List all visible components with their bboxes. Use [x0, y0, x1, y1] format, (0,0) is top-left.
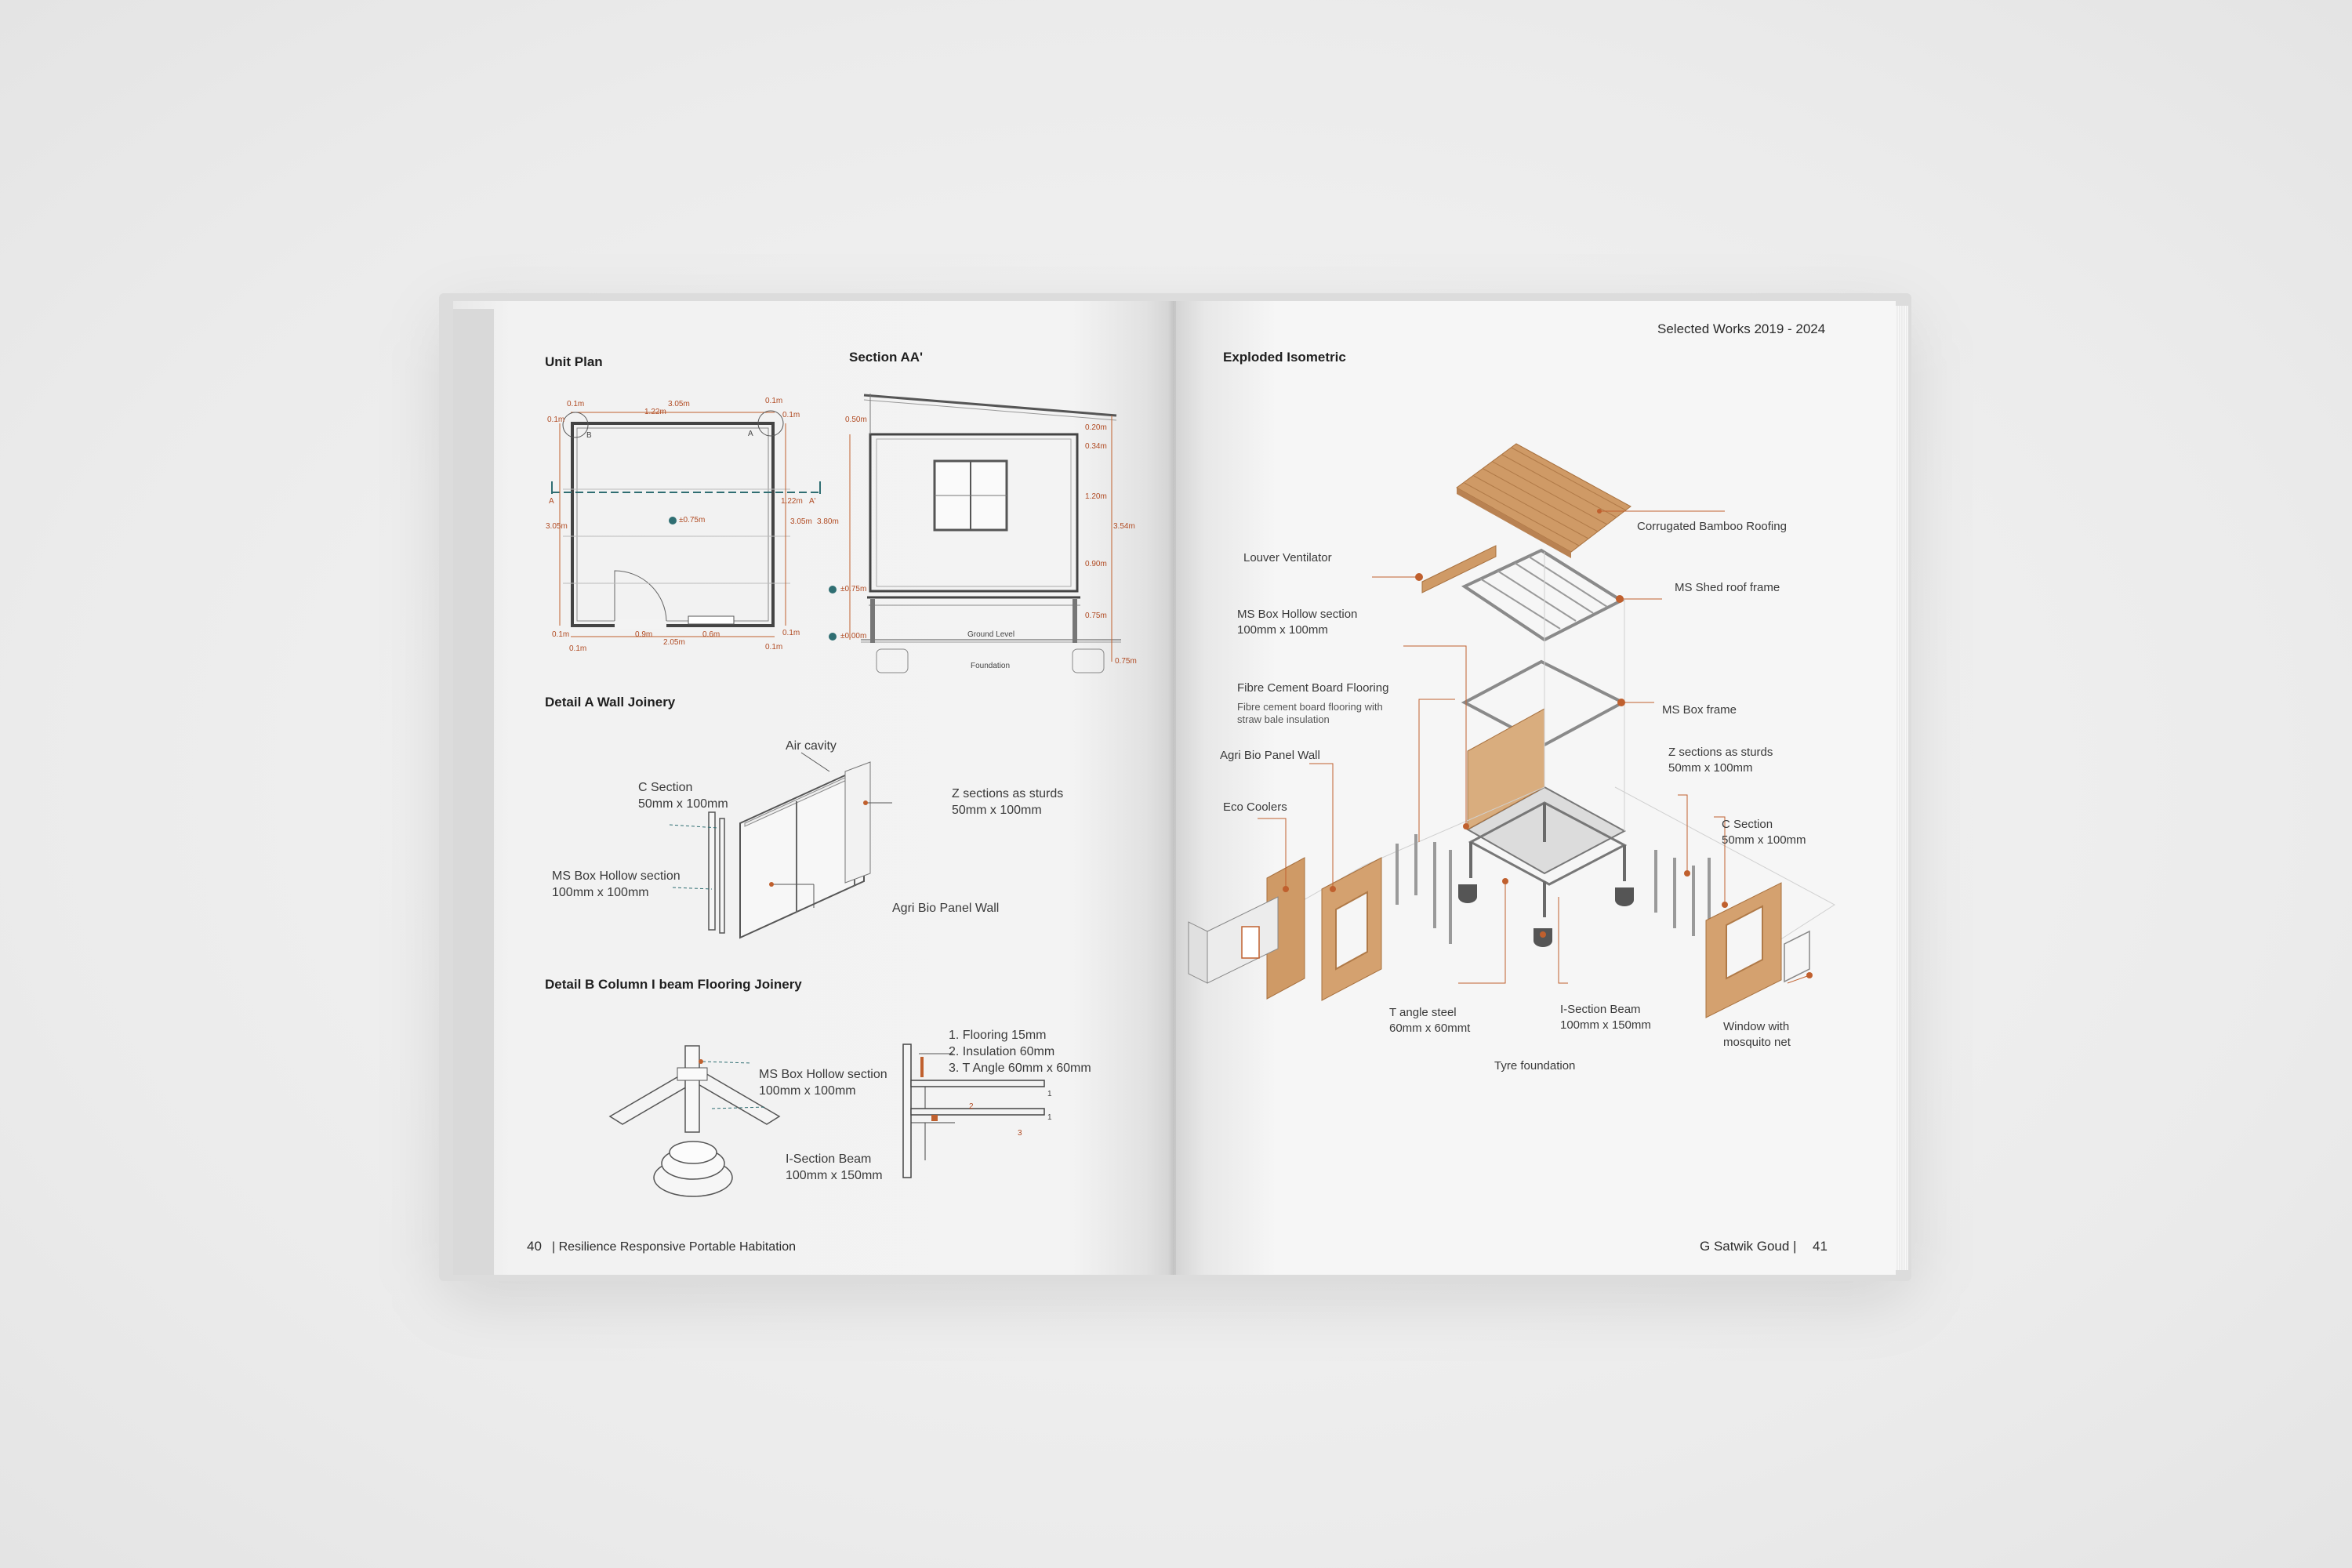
- plan-level: ±0.75m: [679, 516, 706, 524]
- louver-label: Louver Ventilator: [1243, 551, 1332, 564]
- left-footer-title: | Resilience Responsive Portable Habitation: [552, 1240, 796, 1254]
- t-angle-layer: 3. T Angle 60mm x 60mm: [949, 1062, 1091, 1075]
- c-section-label: C Section: [638, 781, 693, 794]
- detail-mark: B: [586, 431, 592, 440]
- z-sections-label: Z sections as sturds: [952, 787, 1064, 800]
- ground-level-label: Ground Level: [967, 630, 1015, 639]
- detail-b-i-section-size: 100mm x 150mm: [786, 1169, 883, 1182]
- section-dim: 0.20m: [1085, 423, 1107, 432]
- section-aa-title: Section AA': [849, 350, 924, 365]
- plan-dim: 0.6m: [702, 630, 720, 639]
- right-page: [1176, 301, 1896, 1275]
- left-page-number: 40: [527, 1239, 542, 1254]
- running-header: Selected Works 2019 - 2024: [1657, 321, 1826, 336]
- roofing-label: Corrugated Bamboo Roofing: [1637, 520, 1787, 533]
- box-hollow-label: MS Box Hollow section: [1237, 608, 1358, 621]
- i-section-size: 100mm x 150mm: [1560, 1018, 1651, 1032]
- plan-dim: 0.1m: [782, 629, 800, 637]
- plan-dim: 3.05m: [546, 522, 568, 531]
- layer-number: 3: [1018, 1129, 1022, 1138]
- window-label: Window with: [1723, 1020, 1790, 1033]
- plan-dim: 1.22m: [644, 408, 666, 416]
- author-footer: G Satwik Goud |: [1700, 1239, 1797, 1254]
- right-page-number: 41: [1813, 1239, 1828, 1254]
- detail-b-ms-box-size: 100mm x 100mm: [759, 1084, 856, 1098]
- section-dim: 0.34m: [1085, 442, 1107, 451]
- exploded-isometric-title: Exploded Isometric: [1223, 350, 1346, 365]
- ms-box-label: MS Box Hollow section: [552, 869, 681, 883]
- foundation-label: Foundation: [971, 662, 1011, 670]
- plan-dim: 0.1m: [569, 644, 587, 653]
- plan-dim: 0.1m: [552, 630, 570, 639]
- section-dim: 3.54m: [1113, 522, 1135, 531]
- tyre-foundation-label: Tyre foundation: [1494, 1059, 1576, 1073]
- page-edges: [1896, 306, 1908, 1270]
- c-section-size: 50mm x 100mm: [1722, 833, 1806, 847]
- t-angle-size: 60mm x 60mmt: [1389, 1022, 1471, 1035]
- layer-number: 1: [1047, 1090, 1052, 1098]
- section-dim: 1.20m: [1085, 492, 1107, 501]
- unit-plan-title: Unit Plan: [545, 354, 603, 369]
- plan-dim: 0.1m: [567, 400, 585, 408]
- box-frame-label: MS Box frame: [1662, 703, 1737, 717]
- section-mark: A': [809, 497, 816, 506]
- fibre-flooring-desc: Fibre cement board flooring with: [1237, 701, 1383, 713]
- air-cavity-label: Air cavity: [786, 739, 837, 753]
- section-dim: 0.50m: [845, 416, 867, 424]
- z-sections-label: Z sections as sturds: [1668, 746, 1773, 759]
- section-level: ±0.00m: [840, 632, 867, 641]
- detail-mark: A: [748, 430, 753, 438]
- plan-dim: 0.1m: [765, 397, 783, 405]
- detail-b-i-section-label: I-Section Beam: [786, 1152, 872, 1166]
- plan-dim: 0.1m: [782, 411, 800, 419]
- box-hollow-size: 100mm x 100mm: [1237, 623, 1328, 637]
- section-dim: 0.75m: [1085, 612, 1107, 620]
- ms-box-size: 100mm x 100mm: [552, 886, 649, 899]
- z-sections-size: 50mm x 100mm: [952, 804, 1042, 817]
- c-section-label: C Section: [1722, 818, 1773, 831]
- section-dim: 0.75m: [1115, 657, 1137, 666]
- i-section-label: I-Section Beam: [1560, 1003, 1641, 1016]
- section-dim: 0.90m: [1085, 560, 1107, 568]
- c-section-size: 50mm x 100mm: [638, 797, 728, 811]
- section-level: ±0.75m: [840, 585, 867, 593]
- plan-dim: 0.1m: [547, 416, 565, 424]
- section-dim: 3.80m: [817, 517, 839, 526]
- fibre-flooring-desc: straw bale insulation: [1237, 713, 1330, 725]
- z-sections-size: 50mm x 100mm: [1668, 761, 1753, 775]
- layer-number: 1: [1047, 1113, 1052, 1122]
- shed-frame-label: MS Shed roof frame: [1675, 581, 1780, 594]
- flooring-layer: 1. Flooring 15mm: [949, 1029, 1047, 1042]
- t-angle-label: T angle steel: [1389, 1006, 1457, 1019]
- window-desc: mosquito net: [1723, 1036, 1791, 1049]
- plan-dim: 3.05m: [790, 517, 812, 526]
- detail-b-ms-box-label: MS Box Hollow section: [759, 1068, 887, 1081]
- plan-dim: 0.9m: [635, 630, 653, 639]
- fibre-flooring-label: Fibre Cement Board Flooring: [1237, 681, 1389, 695]
- plan-dim: 2.05m: [663, 638, 685, 647]
- layer-number: 2: [969, 1102, 974, 1111]
- agri-wall-label: Agri Bio Panel Wall: [1220, 749, 1320, 762]
- plan-dim: 1.22m: [781, 497, 803, 506]
- detail-b-drawing: [453, 301, 1174, 1275]
- insulation-layer: 2. Insulation 60mm: [949, 1045, 1055, 1058]
- agri-panel-label: Agri Bio Panel Wall: [892, 902, 1000, 915]
- exploded-isometric-drawing: [1176, 301, 1896, 1275]
- plan-dim: 3.05m: [668, 400, 690, 408]
- detail-a-title: Detail A Wall Joinery: [545, 695, 676, 710]
- plan-dim: 0.1m: [765, 643, 783, 652]
- left-page: [453, 301, 1174, 1275]
- detail-b-title: Detail B Column I beam Flooring Joinery: [545, 977, 802, 992]
- eco-coolers-label: Eco Coolers: [1223, 800, 1287, 814]
- section-mark: A: [549, 497, 554, 506]
